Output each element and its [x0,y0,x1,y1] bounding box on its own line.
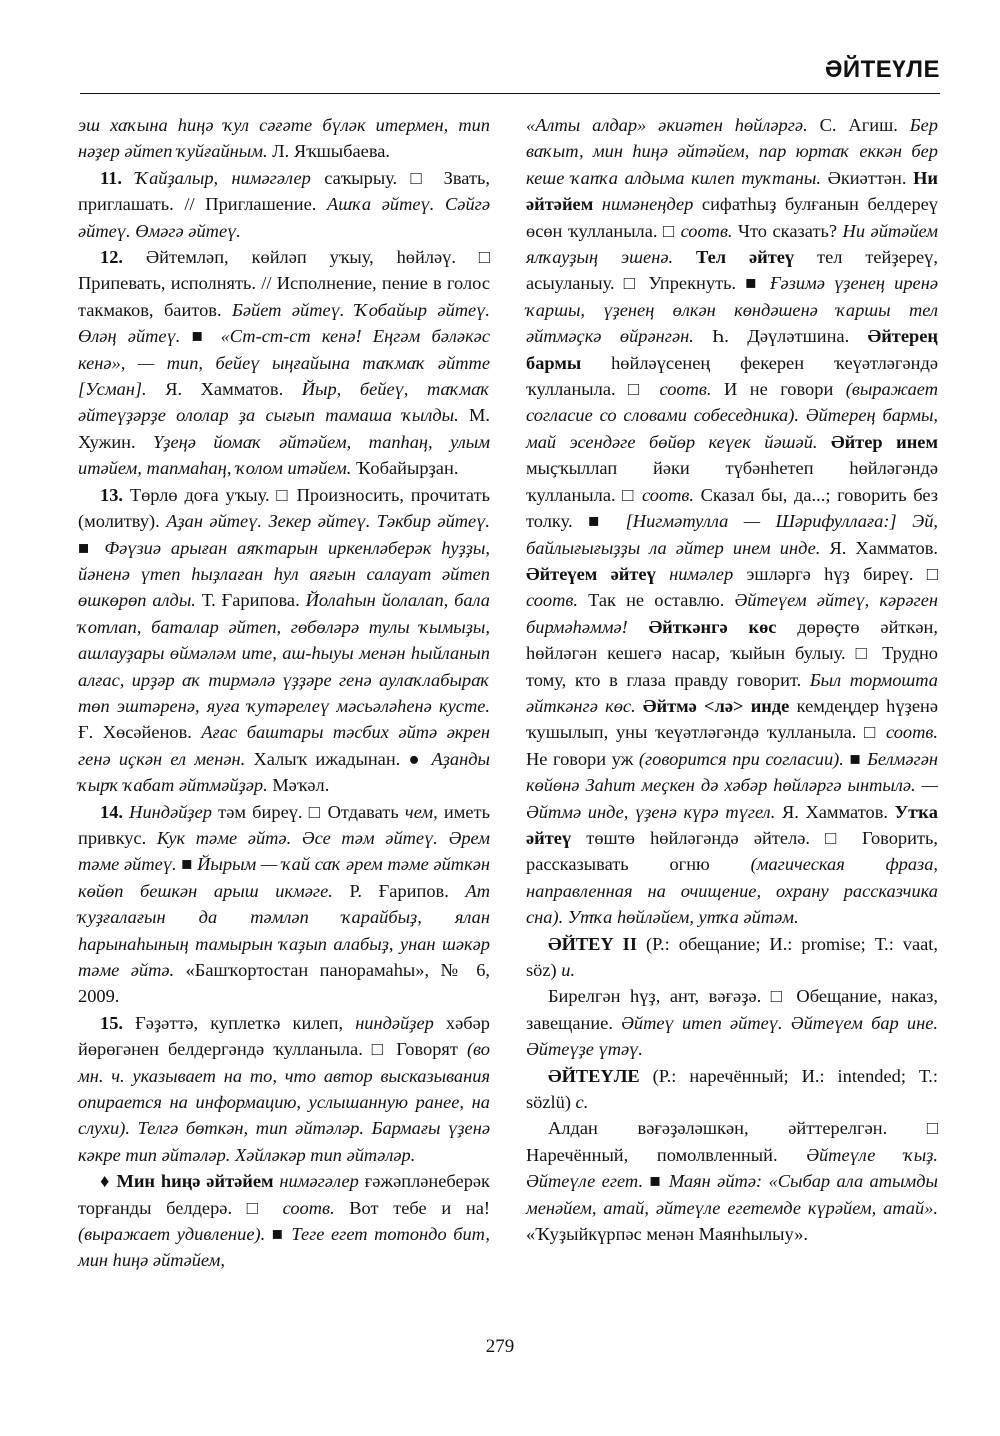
text-run: кемдеңдер һүҙенә ҡушылып, уны ҡеүәтләгәндә ҡулланыла. □ [526,695,938,743]
text-run: Я. Хамматов. [775,801,895,822]
text-run: Төрлө доға уҡыу. □ Произносить, прочитать (молитву). [78,484,490,532]
entry-paragraph [78,165,490,244]
headword: Әйтеүем әйтеү [526,563,656,584]
italic-text: Йолаһын йолалап, бала ҡотлап, баталар әйтеп, гөбөләрә тулы ҡымыҙы, ашлауҙары өймәләм ите, аш-һыуы менән һыйланып алғас, ирҙәр аҡ тирмәлә үҙҙәре генә аулаҡлабыраҡ төп эштәренә, яуға ҡутәрелеү мәсьәләһенә кусте. [78,590,491,716]
italic-text: Бәйет әйтеү. Ҡобайыр әйтеү. Өләң әйтеү. [78,299,491,347]
text-run: Т. Ғарипова. [195,590,306,611]
text-run: Халыҡ ижадынан. ● [245,748,432,769]
headword: 13. [100,484,130,505]
text-run: иметь привкус. [78,801,490,848]
italic-text: с. [575,1092,589,1113]
text-run: Я. Хамматов. [820,537,938,558]
italic-text: Йыр, бейеү, таҡмаҡ әйтеүҙәрҙе ололар ҙа сығып тамаша ҡылды. [78,379,490,426]
text-run: тәм биреү. □ Отдавать [211,801,405,822]
text-run: мыҫҡыллап йәки түбәнһетеп һөйләгәндә ҡулланыла. □ [526,458,938,505]
headword: Утҡа әйтеү [526,801,938,848]
text-run: ■ [78,537,105,558]
headword: Тел әйтеү [696,247,795,268]
text-run: тел тейҙереү, асыуланыу. □ Упрекнуть. ■ [526,247,938,294]
text-run: Әкиәттән. [820,167,914,188]
text-run: Я. Хамматов. [146,379,302,400]
text-run: М. Хужин. [78,405,490,452]
italic-text: Ашҡа әйтеү. Сәйгә әйтеү. Өмәгә әйтеү. [78,194,491,241]
italic-text: Ат ҡуҙғалағын да тәмләп ҡарайбыҙ, ялан һарынаһының тамырын ҡаҙып алабыҙ, унан шәкәр тәме әйтә. [78,880,490,980]
italic-text: Теге егет тотондо бит, мин һиңә әйтәйем, [78,1224,490,1271]
entry-continuation [526,112,938,931]
italic-text: нимәгәлер [273,1171,359,1192]
italic-text: Бер ваҡыт, мин һиңә әйтәйем, пар юртаҡ еккән бер кеше ҡапҡа алдыма килеп туҡтаны. [526,115,938,188]
italic-text: «Ст-ст-ст кенә! Еңгәм бәләкәс кенә», — тип, бейеү ыңғайына таҡмаҡ әйтте [Усман]. [78,326,491,400]
italic-text: Йырым — ҡай саҡ әрем тәме әйткән көйөп бешкән арыш икмәге. [78,854,490,901]
italic-text: нимәнеңдер [593,194,694,215]
italic-text: (магическая фраза, направленная на очищение, охрану рассказчика сна). Утҡа һөйләйем, утҡа әйтәм. [526,854,938,928]
headword: Әйтер инем [831,431,938,452]
entry-paragraph [526,931,938,984]
text-run: И не говори [711,379,846,400]
text-run: Вот тебе и на! [334,1197,490,1218]
text-run: ■ [265,1224,292,1245]
text-run: С. Агиш. [807,115,910,135]
italic-text: соотв. [659,379,712,400]
text-run: саҡырыу. □ Звать, приглашать. // Приглашение. [78,167,491,215]
text-run: Әйтемләп, көйләп уҡыу, һөйләү. □ Припевать, исполнять. // Исполнение, пение в голос такмаков, баитов. [78,247,490,320]
italic-text: Әйтеүем әйтеү, кәрәген бирмәһәммә! [526,590,938,637]
italic-text: нимәлер [655,563,734,584]
text-run: дөрөҫтө әйткән, һөйләгән кешегә насар, ҡыйын булыу. □ Трудно тому, кто в глаза правду говорит. [526,616,938,690]
italic-text: соотв. [526,590,578,611]
entry-paragraph [78,799,490,1010]
headword: 14. [100,801,130,822]
entry-paragraph [78,1010,490,1168]
text-run: Һ. Дәүләтшина. [693,326,868,347]
italic-text: Был тормошта әйткәнгә көс. [526,669,938,716]
text-run: «Башҡортостан панорамаһы», № 6, 2009. [78,960,491,1007]
headword: ӘЙТЕҮЛЕ [548,1065,640,1086]
headword: 12. [100,247,146,268]
headword: Әйтмә <лә> инде [642,695,790,716]
entry-paragraph [526,1115,938,1247]
entry-paragraph [78,482,490,799]
text-run: Что сказать? [732,220,843,241]
text-run: Ҡобайырҙан. [351,458,459,479]
text-run: ■ [176,854,198,875]
italic-text: эш хаҡына һиңә ҡул сәғәте бүләк итермен, тип нәҙер әйтеп ҡуйғайным. [78,115,490,162]
headword: 11. [100,167,136,188]
text-run: хәбәр йөрөгәнен белдергәндә ҡулланыла. □ Говорят [78,1012,490,1060]
text-run: төштө һөйләгәндә әйтелә. □ Говорить, рассказывать огню [526,827,938,875]
text-run: сифатһыҙ булғанын белдереү өсөн ҡулланыла. □ [526,194,938,241]
italic-text: Ғәзимә үҙенең иренә ҡаршы, үҙенең өлкән көндәшенә ҡаршы тел әйтмәҫкә өйрәнгән. [526,273,938,347]
headword: Әйтерең бармы [526,326,938,373]
italic-text: (выражает удивление). [78,1224,266,1245]
italic-text: соотв. [282,1197,335,1218]
text-run: «Ҡуҙыйкүрпәс менән Маянһылыу». [526,1224,808,1245]
headword: ♦ Мин һиңә әйтәйем [100,1171,274,1192]
italic-text: «Алты алдар» әкиәтен һөйләргә. [526,115,808,135]
text-run: һөйләүсенең фекерен ҡеүәтләгәндә ҡулланыла. □ [526,352,938,400]
text-run: ■ [180,326,221,347]
italic-text: соотв. [680,220,733,241]
italic-text: [Нигмәтулла — Шәрифуллаға:] Эй, байлығығыҙҙы ла әйтер инем инде. [526,511,938,558]
left-column [78,112,490,1274]
text-run: ғәжәпләнеберәк торғанды белдерә. □ [78,1171,490,1218]
text-run: Р. Ғарипов. [332,880,466,901]
italic-text: Ниндәйҙер [129,801,212,822]
text-run: Л. Яҡшыбаева. [267,141,391,162]
italic-text: Әйтеүле ҡыҙ. Әйтеүле егет. [526,1144,938,1192]
italic-text: Ни әйтәйем ялҡауҙың эшенә. [526,220,938,268]
text-run: Сказал бы, да...; говорить без толку. ■ [526,484,938,532]
text-run [673,247,696,267]
entry-paragraph [78,1168,490,1274]
text-run [636,696,643,716]
italic-text: соотв. [642,484,694,505]
text-run: Так не оставлю. [577,590,735,611]
entry-continuation [78,112,490,165]
italic-text: Үҙеңә йомаҡ әйтәйем, тапһаң, улым итәйем, тапмаһаң, ҡолом итәйем. [78,431,490,479]
text-run: (Р.: обещание; И.: promise; Т.: vaat, söz) [526,933,938,980]
headword: Әйткәнгә көс [648,616,777,637]
italic-text: (говорится при согласии). [638,748,844,769]
italic-text: соотв. [886,722,938,743]
italic-text: и. [561,960,576,980]
italic-text: Аҙанды ҡырҡ ҡабат әйтмәйҙәр. [78,748,490,796]
right-column [526,112,938,1247]
italic-text: Кук тәме әйтә. Әсе тәм әйтеү. Әрем тәме әйтеү. [78,827,490,875]
headword: 15. [100,1012,136,1033]
page-number: 279 [485,1336,515,1357]
text-run: Ғәҙәттә, куплеткә килеп, [135,1012,356,1033]
italic-text: Ағас баштары тәсбих әйтә әкрен генә иҫкән ел менән. [78,722,490,769]
italic-text: чем, [404,801,438,822]
headword: Ни әйтәйем [526,167,939,215]
text-run: (Р.: наречённый; И.: intended; Т.: sözlü) [526,1065,938,1113]
entry-paragraph [526,1063,938,1116]
italic-text: (выражает согласие со словами собеседника). Әйтерең бармы, май эсендәге бөйөр кеүек йәшәй. [526,379,938,452]
text-run [628,617,649,637]
text-run: эшләргә һүҙ биреү. □ [733,563,938,584]
italic-text: Ҡайҙалыр, нимәгәлер [135,167,311,188]
text-run: Ғ. Хөсәйенов. [78,722,202,743]
italic-text: Фәүзиә арыған аяҡтарын иркенләберәк һуҙҙы, йәненә үтеп һыҙлаған һул аяғын салауат әйтеп өшкөрөп алды. [78,537,490,611]
running-head: ӘЙТЕҮЛЕ [824,56,940,83]
text-run: Мәҡәл. [267,775,330,796]
entry-paragraph [526,983,938,1062]
text-run: ■ [643,1171,669,1192]
italic-text: Аҙан әйтеү. Зекер әйтеү. Тәкбир әйтеү. [166,511,490,532]
text-run: Не говори уж [526,748,639,769]
text-run: Бирелгән һүҙ, ант, вәғәҙә. □ Обещание, наказ, завещание. [526,986,938,1033]
text-run: ■ [843,748,868,769]
text-run [818,432,832,452]
italic-text: Белмәгән көйөнә Заһит меҫкен дә хәбәр һөйләргә ынтылә. — Әйтмә инде, үҙенә күрә түгел. [526,748,938,822]
italic-text: ниндәйҙер [355,1012,434,1033]
italic-text: Әйтеү итеп әйтеү. Әйтеүем бар ине. Әйтеүҙе үтәү. [526,1012,938,1060]
header-rule [80,93,940,94]
headword: ӘЙТЕҮ II [548,933,637,954]
entry-paragraph [78,244,490,482]
text-run: Алдан вәғәҙәләшкән, әйттерелгән. □ Наречённый, помолвленный. [526,1118,938,1165]
italic-text: Маян әйтә: «Сыбар ала атымды менәйем, атай, әйтеүле егетемде күрәйем, атай». [526,1171,938,1218]
italic-text: (во мн. ч. указывает на то, что автор высказывания опирается на информацию, услышанную ранее, на слухи). Телгә бөткән, тип әйтәләр. Бармағы үҙенә кәкре тип әйтәләр. Хәйләкәр тип әйтәләр. [78,1039,490,1165]
